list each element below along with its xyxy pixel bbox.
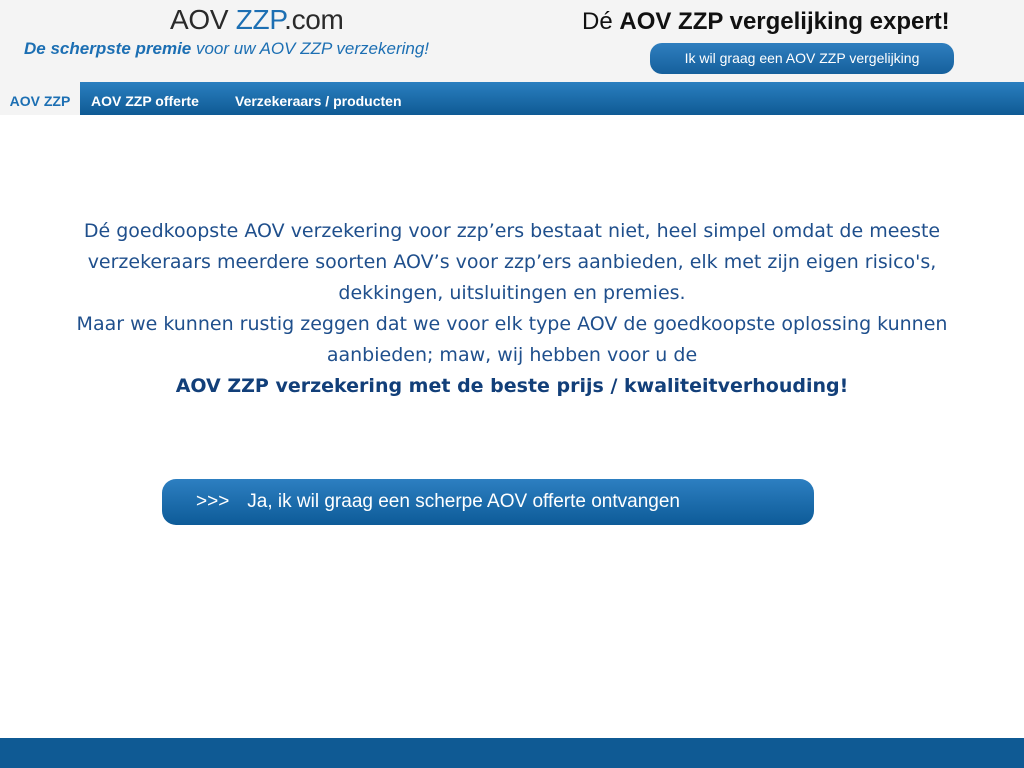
intro-text bbox=[62, 216, 962, 402]
expert-bold: AOV ZZP vergelijking expert! bbox=[619, 8, 950, 35]
nav-item-aov-zzp-offerte[interactable]: AOV ZZP offerte bbox=[91, 93, 199, 109]
logo-suffix: .com bbox=[284, 4, 344, 35]
quote-request-button[interactable] bbox=[162, 479, 814, 525]
logo-prefix: AOV bbox=[170, 4, 236, 35]
intro-paragraph-1: Dé goedkoopste AOV verzekering voor zzp’ers bestaat niet, heel simpel omdat de meeste verzekeraars meerdere soorten AOV’s voor zzp’ers aanbieden, elk met zijn eigen risico's, dekkingen, uitsluitingen en premies. bbox=[83, 220, 941, 304]
main-navigation bbox=[0, 82, 1024, 115]
site-logo[interactable] bbox=[170, 2, 344, 38]
intro-paragraph-2: Maar we kunnen rustig zeggen dat we voor elk type AOV de goedkoopste oplossing kunnen aanbieden; maw, wij hebben voor u de bbox=[76, 313, 948, 366]
site-header bbox=[0, 0, 1024, 82]
header-comparison-button[interactable]: Ik wil graag een AOV ZZP vergelijking bbox=[650, 43, 954, 74]
expert-prefix: Dé bbox=[582, 8, 620, 35]
cta-label: Ja, ik wil graag een scherpe AOV offerte ontvangen bbox=[247, 491, 680, 512]
tagline-bold: De scherpste premie bbox=[24, 39, 192, 58]
intro-highlight: AOV ZZP verzekering met de beste prijs / kwaliteitverhouding! bbox=[175, 375, 849, 397]
logo-highlight: ZZP bbox=[235, 4, 285, 35]
tagline-rest: voor uw AOV ZZP verzekering! bbox=[191, 39, 430, 58]
nav-item-verzekeraars[interactable]: Verzekeraars / producten bbox=[235, 93, 402, 109]
cta-arrows: >>> bbox=[196, 491, 230, 512]
footer-bar bbox=[0, 738, 1024, 768]
expert-heading bbox=[582, 6, 950, 38]
site-tagline bbox=[24, 38, 429, 60]
nav-item-aov-zzp[interactable]: AOV ZZP bbox=[0, 82, 80, 115]
